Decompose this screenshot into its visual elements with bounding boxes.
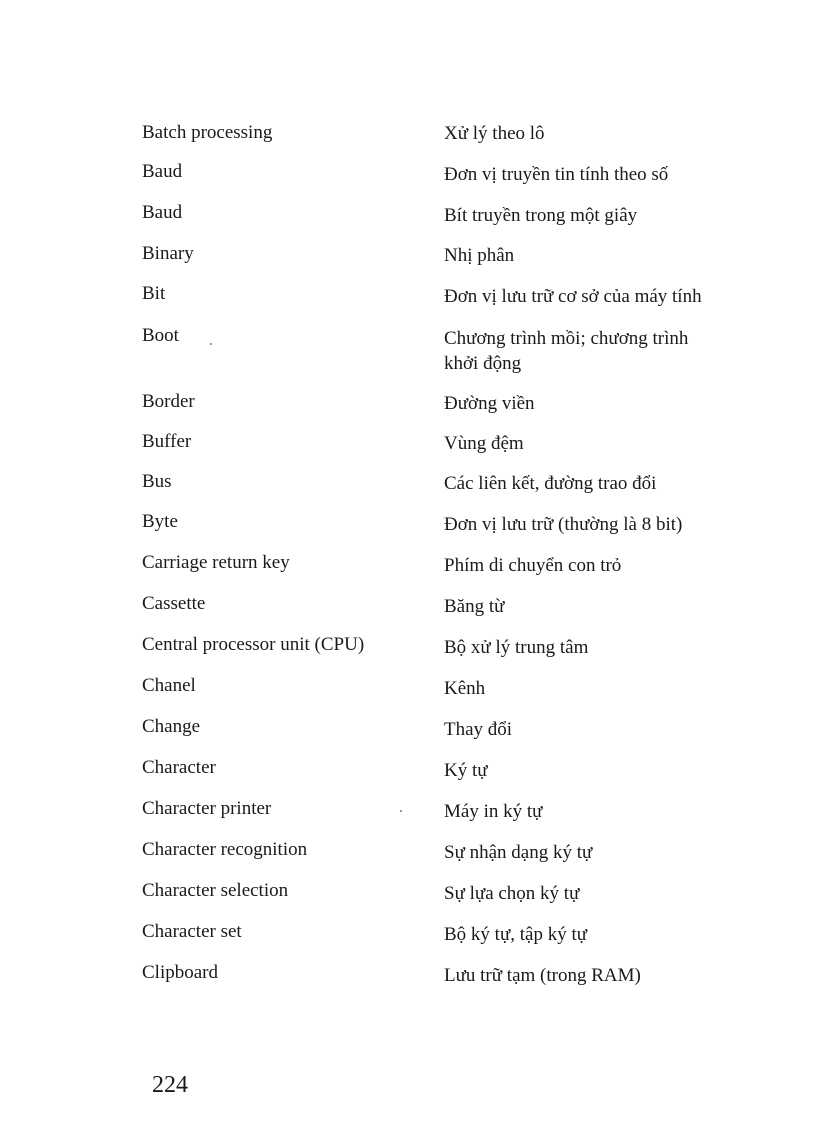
glossary-term: Bus <box>142 471 172 492</box>
glossary-entry <box>142 960 722 988</box>
glossary-term: Bit <box>142 283 166 304</box>
glossary-entry <box>142 714 722 742</box>
glossary-entry <box>142 429 722 456</box>
glossary-term: Batch processing <box>142 122 273 143</box>
glossary-term: Cassette <box>142 593 206 614</box>
glossary-definition: Đường viền <box>444 393 535 414</box>
glossary-definition: Đơn vị lưu trữ cơ sở của máy tính <box>444 286 702 307</box>
scan-speck <box>210 343 212 345</box>
glossary-term: Chanel <box>142 675 196 696</box>
glossary-entry <box>142 241 722 268</box>
glossary-definition: Đơn vị truyền tin tính theo số <box>444 164 669 185</box>
glossary-term: Baud <box>142 202 183 223</box>
glossary-entry <box>142 120 722 146</box>
glossary-definition: Vùng đệm <box>444 433 524 454</box>
glossary-definition: Xử lý theo lô <box>444 123 545 144</box>
glossary-definition: Phím di chuyển con trỏ <box>444 555 622 576</box>
scan-speck <box>400 810 402 812</box>
glossary-definition: Đơn vị lưu trữ (thường là 8 bit) <box>444 514 683 535</box>
glossary-entry <box>142 755 722 783</box>
glossary-definition: Nhị phân <box>444 245 515 266</box>
glossary-entry <box>142 469 722 496</box>
glossary-definition: Thay đổi <box>444 719 513 740</box>
glossary-term: Character printer <box>142 798 272 819</box>
glossary-entry <box>142 878 722 906</box>
glossary-term: Character selection <box>142 880 289 901</box>
glossary-entry <box>142 509 722 537</box>
glossary-entry <box>142 323 722 376</box>
glossary-definition: Kênh <box>444 678 486 699</box>
glossary-entry <box>142 281 722 309</box>
glossary-term: Buffer <box>142 431 192 452</box>
glossary-entry <box>142 591 722 619</box>
glossary-term: Baud <box>142 161 183 182</box>
glossary-definition: Bộ ký tự, tập ký tự <box>444 924 588 945</box>
glossary-term: Central processor unit (CPU) <box>142 634 365 655</box>
glossary-term: Carriage return key <box>142 552 290 573</box>
glossary-entry <box>142 673 722 701</box>
glossary-entry <box>142 919 722 947</box>
glossary-term: Character <box>142 757 216 778</box>
glossary-definition: Ký tự <box>444 760 488 781</box>
glossary-list <box>142 120 722 988</box>
glossary-entry <box>142 159 722 187</box>
glossary-term: Border <box>142 391 195 412</box>
glossary-term: Binary <box>142 243 194 264</box>
glossary-definition: Các liên kết, đường trao đổi <box>444 473 657 494</box>
glossary-definition: Bộ xử lý trung tâm <box>444 637 589 658</box>
glossary-definition: Băng từ <box>444 596 505 617</box>
glossary-entry <box>142 200 722 228</box>
glossary-term: Boot <box>142 325 179 346</box>
glossary-definition: Sự lựa chọn ký tự <box>444 883 580 904</box>
glossary-term: Change <box>142 716 201 737</box>
glossary-definition: Sự nhận dạng ký tự <box>444 842 593 863</box>
glossary-term: Character set <box>142 921 242 942</box>
glossary-definition: Lưu trữ tạm (trong RAM) <box>444 965 641 986</box>
glossary-entry <box>142 837 722 865</box>
glossary-term: Character recognition <box>142 839 308 860</box>
glossary-definition: Chương trình mồi; chương trình khởi động <box>444 328 689 374</box>
page-number: 224 <box>152 1072 188 1098</box>
glossary-term: Byte <box>142 511 178 532</box>
glossary-definition: Bít truyền trong một giây <box>444 205 638 226</box>
glossary-entry <box>142 389 722 416</box>
glossary-entry <box>142 632 722 660</box>
glossary-definition: Máy in ký tự <box>444 801 543 822</box>
glossary-entry <box>142 550 722 578</box>
glossary-entry <box>142 796 722 824</box>
glossary-term: Clipboard <box>142 962 218 983</box>
